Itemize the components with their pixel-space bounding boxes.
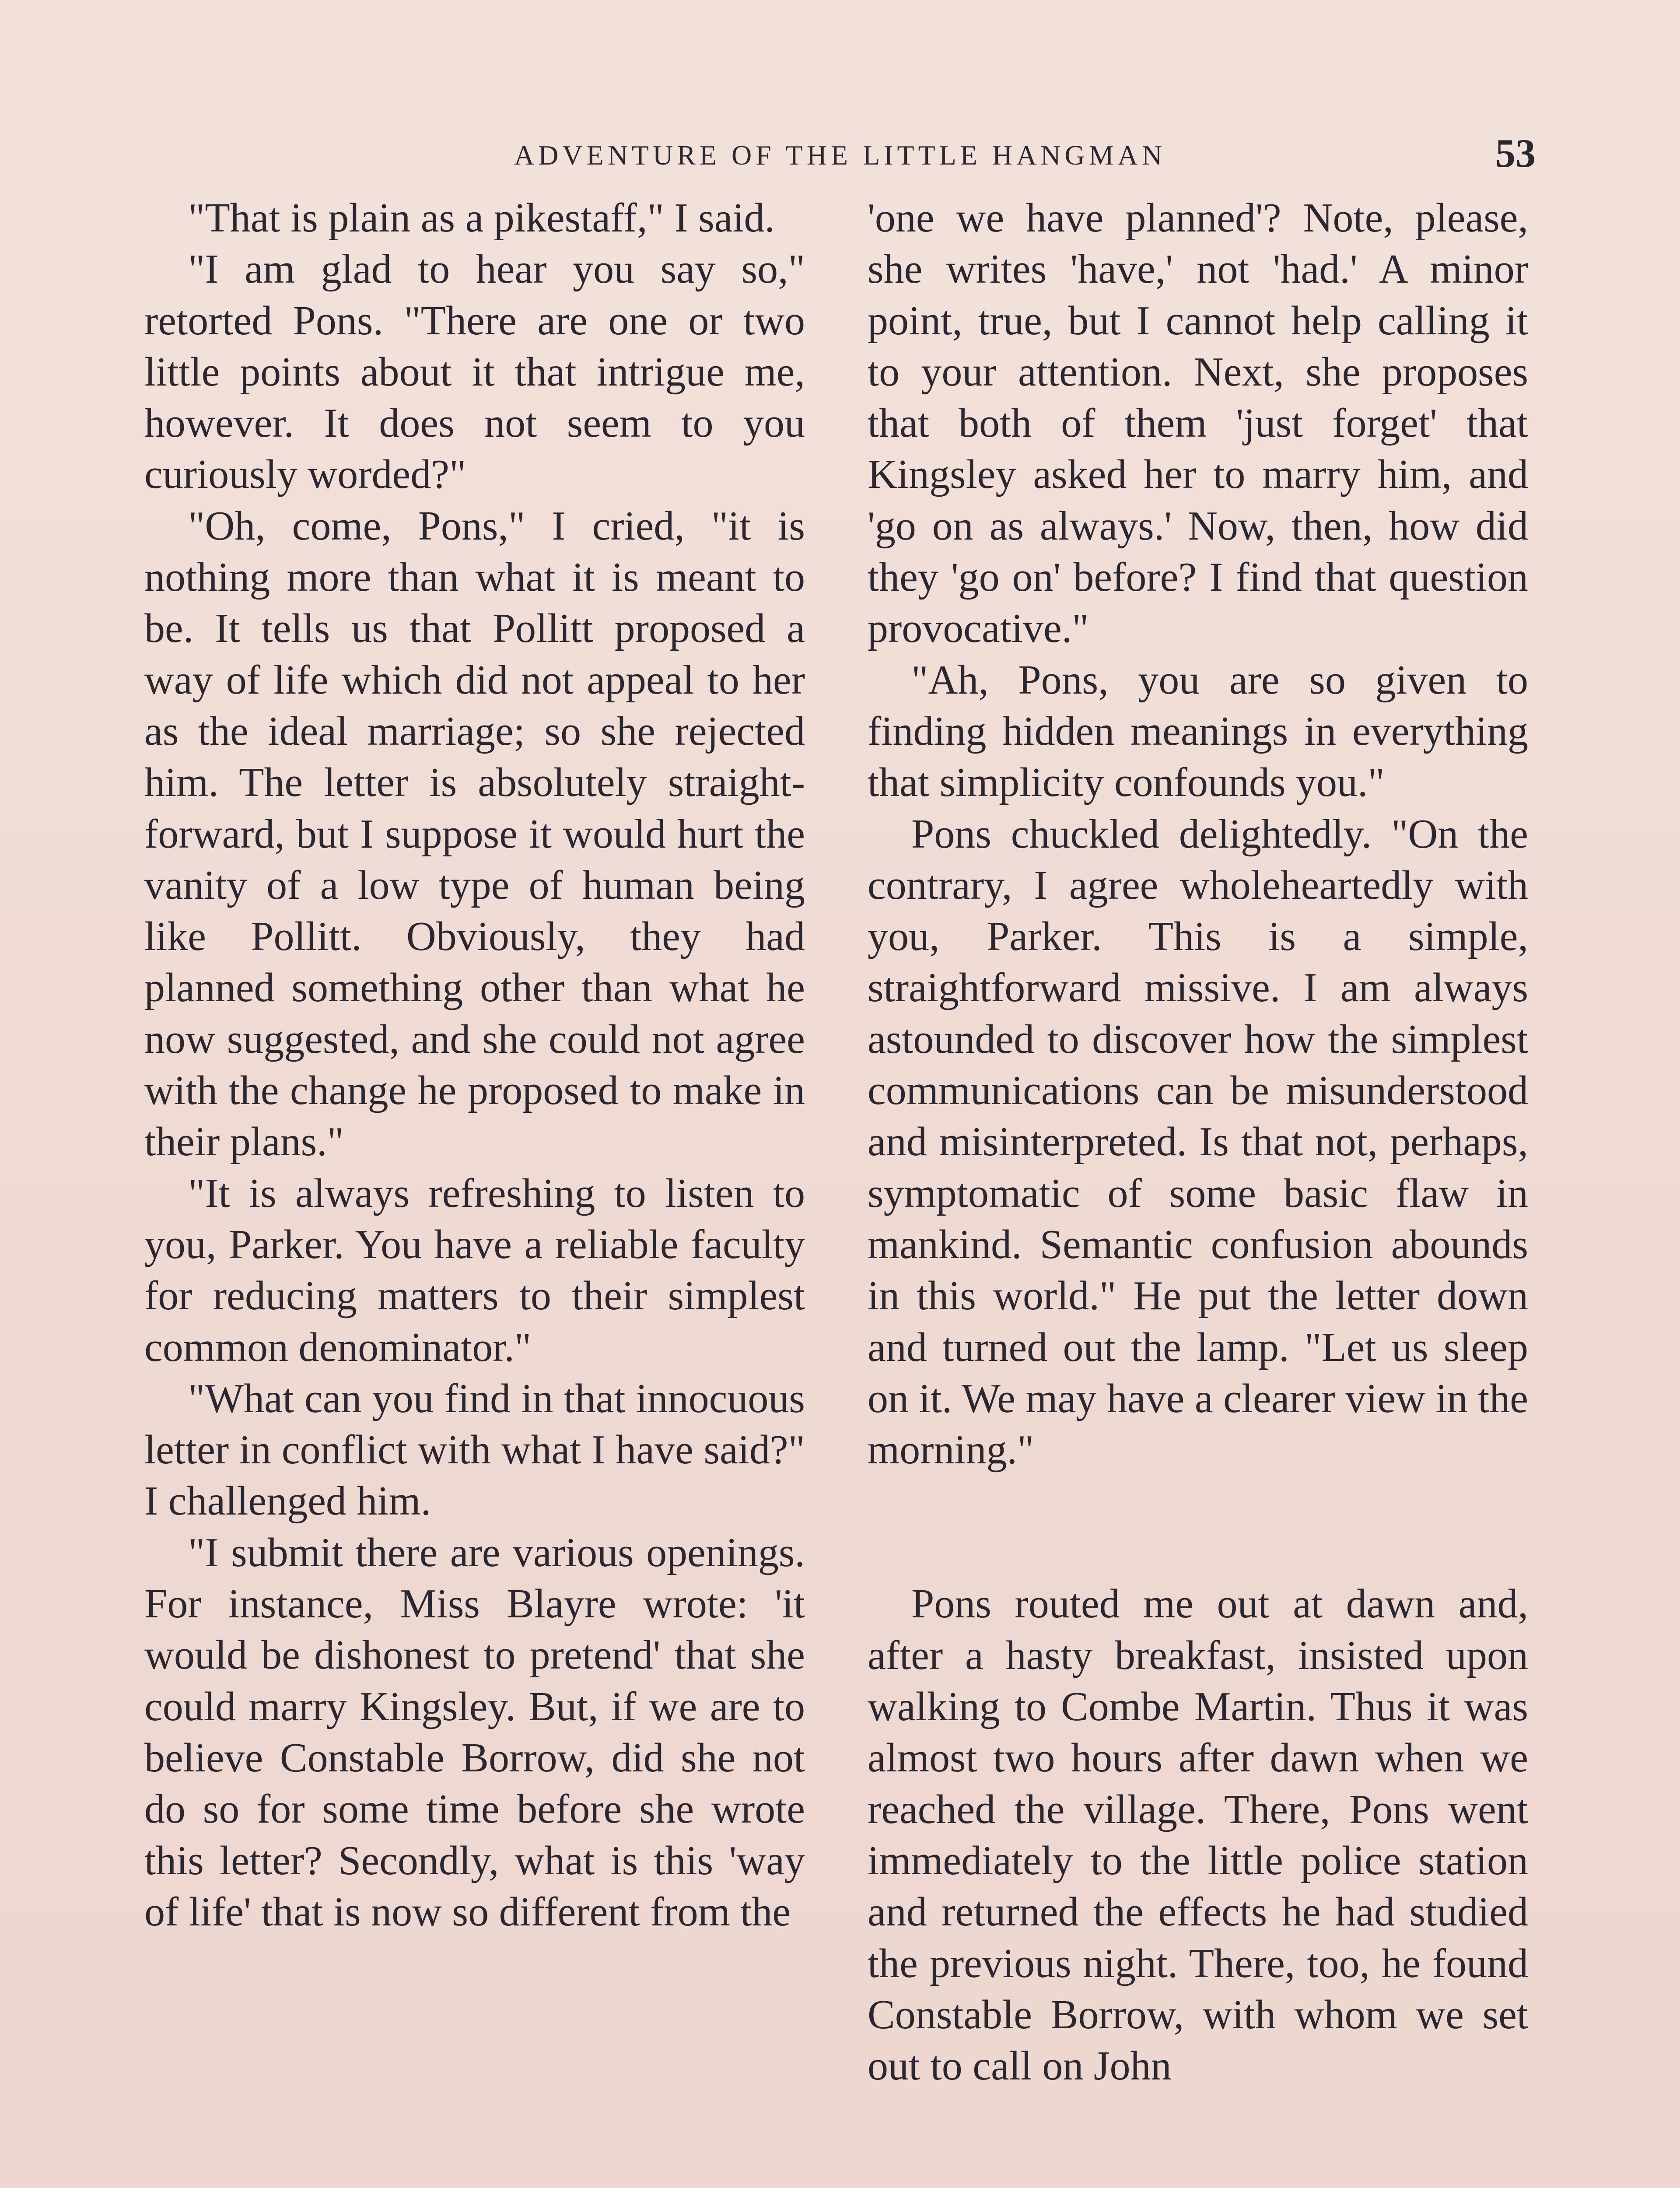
paragraph: "What can you find in that innocuous letter in conflict with what I have said?" I challenged him.: [144, 1375, 805, 1524]
paragraph: "Oh, come, Pons," I cried, "it is nothing more than what it is meant to be. It tells us that Pollitt proposed a way of life which did not appeal to her as the ideal marriage; so she rejected him. The letter is absolutely straightforward, but I suppose it would hurt the vanity of a low type of human being like Pollitt. Obviously, they had planned something other than what he now suggested, and she could not agree with the change he proposed to make in their plans.": [144, 503, 805, 1165]
right-column: [868, 193, 1528, 2092]
paragraph: "Ah, Pons, you are so given to finding hidden meanings in everything that simplicity confounds you.": [868, 657, 1528, 806]
paragraph: "I submit there are various openings. For instance, Miss Blayre wrote: 'it would be dishonest to pretend' that she could marry Kingsley. But, if we are to believe Constable Borrow, did she not do so for some time before she wrote this letter? Secondly, what is this 'way of life' that is now so different from the: [144, 1529, 805, 1935]
left-column: [144, 193, 805, 1938]
paragraph: Pons chuckled delightedly. "On the contrary, I agree wholeheartedly with you, Parker. This is a simple, straightforward missive. I am always astounded to discover how the simplest communications can be misunderstood and misinterpreted. Is that not, perhaps, symptomatic of some basic flaw in mankind. Semantic confusion abounds in this world." He put the letter down and turned out the lamp. "Let us sleep on it. We may have a clearer view in the morning.": [868, 811, 1528, 1473]
paragraph: "I am glad to hear you say so," retorted Pons. "There are one or two little points about it that intrigue me, however. It does not seem to you curiously worded?": [144, 246, 805, 498]
paragraph-continuation: 'one we have planned'? Note, please, she writes 'have,' not 'had.' A minor point, true, but I cannot help calling it to your attention. Next, she proposes that both of them 'just forget' that Kingsley asked her to marry him, and 'go on as always.' Now, then, how did they 'go on' before? I find that question provocative.": [868, 195, 1528, 652]
section-break: [868, 1476, 1528, 1578]
running-head: [144, 133, 1536, 182]
paragraph: "It is always refreshing to listen to you, Parker. You have a reliable faculty for reducing matters to their simplest common denominator.": [144, 1170, 805, 1370]
page-number: 53: [1495, 131, 1536, 175]
running-title: ADVENTURE OF THE LITTLE HANGMAN: [514, 140, 1166, 171]
paragraph: Pons routed me out at dawn and, after a hasty breakfast, insisted upon walking to Combe Martin. Thus it was almost two hours after dawn when we reached the village. There, Pons went immediately to the little police station and returned the effects he had studied the previous night. There, too, he found Constable Borrow, with whom we set out to call on John: [868, 1581, 1528, 2089]
paragraph: "That is plain as a pikestaff," I said.: [188, 195, 775, 241]
